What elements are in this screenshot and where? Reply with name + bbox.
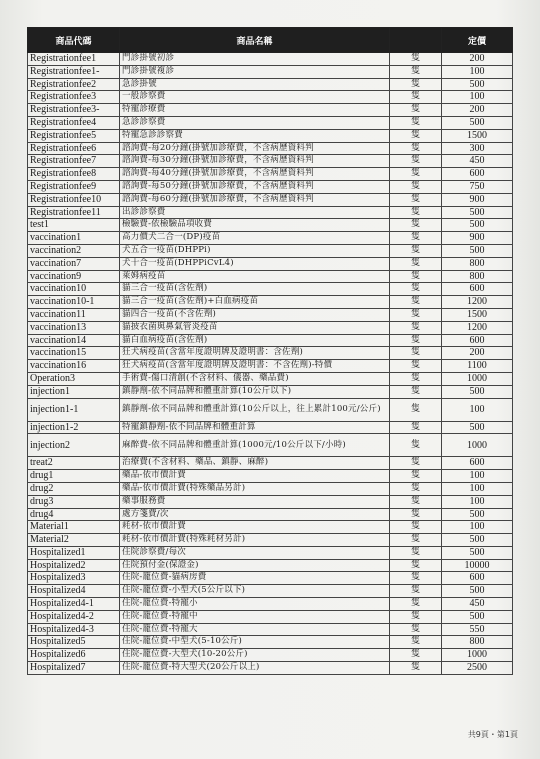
cell-code: injection1-2 [28,421,120,434]
cell-unit: 隻 [390,142,442,155]
cell-code: vaccination7 [28,257,120,270]
cell-code: Registrationfee1 [28,53,120,66]
cell-unit: 隻 [390,457,442,470]
cell-name: 治療費(不含材料、藥品、鎮靜、麻醉) [120,457,390,470]
cell-unit: 隻 [390,270,442,283]
cell-price: 500 [442,546,513,559]
cell-name: 諮詢費-每20分鐘(掛號加診療費，不含病歷資料判 [120,142,390,155]
cell-code: Hospitalized4-1 [28,598,120,611]
cell-unit: 隻 [390,559,442,572]
cell-code: Registrationfee4 [28,116,120,129]
cell-name: 犬五合一疫苗(DHPPi) [120,244,390,257]
cell-name: 一般診察費 [120,91,390,104]
cell-name: 貓披衣菌與鼻氣管炎疫苗 [120,321,390,334]
table-row [28,308,513,321]
cell-name: 住院預付金(保證金) [120,559,390,572]
cell-unit: 隻 [390,91,442,104]
cell-name: 檢驗費-依檢驗品項收費 [120,219,390,232]
cell-price: 500 [442,585,513,598]
price-table [27,27,513,675]
cell-code: Hospitalized6 [28,649,120,662]
cell-name: 貓三合一疫苗(含佐劑)+白血病疫苗 [120,296,390,309]
cell-unit: 隻 [390,308,442,321]
header-code: 商品代碼 [28,28,120,53]
cell-name: 貓白血病疫苗(含佐劑) [120,334,390,347]
table-row [28,482,513,495]
cell-name: 藥品-依市價計費 [120,470,390,483]
cell-unit: 隻 [390,129,442,142]
cell-name: 住院-籠位費-小型犬(5公斤以下) [120,585,390,598]
cell-price: 550 [442,623,513,636]
table-row [28,155,513,168]
cell-code: Operation3 [28,372,120,385]
page-footer: 共9頁・第1頁 [467,730,518,739]
cell-code: Registrationfee9 [28,180,120,193]
cell-code: Hospitalized4-2 [28,610,120,623]
cell-code: drug3 [28,495,120,508]
cell-name: 耗材-依市價計費 [120,521,390,534]
cell-price: 1500 [442,308,513,321]
cell-unit: 隻 [390,585,442,598]
cell-unit: 隻 [390,470,442,483]
cell-price: 800 [442,636,513,649]
cell-name: 狂犬病疫苗(含當年度證明牌及證明書：含佐劑) [120,347,390,360]
cell-name: 藥品-依市價計費(特殊藥品另計) [120,482,390,495]
table-row [28,598,513,611]
cell-price: 600 [442,168,513,181]
cell-price: 1200 [442,321,513,334]
cell-code: Hospitalized1 [28,546,120,559]
cell-price: 100 [442,470,513,483]
table-row [28,142,513,155]
cell-name: 手術費-傷口清創(不含材料、儀器、藥品費) [120,372,390,385]
cell-name: 貓三合一疫苗(含佐劑) [120,283,390,296]
cell-price: 100 [442,398,513,421]
table-row [28,559,513,572]
cell-price: 500 [442,385,513,398]
cell-price: 100 [442,65,513,78]
cell-name: 諮詢費-每60分鐘(掛號加診療費，不含病歷資料判 [120,193,390,206]
cell-name: 萊姆病疫苗 [120,270,390,283]
cell-price: 450 [442,155,513,168]
table-row [28,104,513,117]
cell-name: 住院-籠位費-大型犬(10-20公斤) [120,649,390,662]
cell-unit: 隻 [390,508,442,521]
cell-unit: 隻 [390,546,442,559]
cell-price: 750 [442,180,513,193]
table-row [28,662,513,675]
cell-unit: 隻 [390,65,442,78]
cell-code: Material1 [28,521,120,534]
cell-code: Registrationfee11 [28,206,120,219]
cell-code: test1 [28,219,120,232]
cell-code: drug2 [28,482,120,495]
cell-price: 100 [442,521,513,534]
table-row [28,65,513,78]
table-row [28,129,513,142]
cell-price: 500 [442,421,513,434]
cell-price: 500 [442,534,513,547]
table-row [28,534,513,547]
cell-price: 500 [442,610,513,623]
cell-code: vaccination13 [28,321,120,334]
table-row [28,649,513,662]
cell-name: 耗材-依市價計費(特殊耗材另計) [120,534,390,547]
cell-unit: 隻 [390,219,442,232]
cell-name: 門診掛號複診 [120,65,390,78]
cell-name: 特寵診療費 [120,104,390,117]
cell-name: 狂犬病疫苗(含當年度證明牌及證明書：不含佐劑)-特價 [120,360,390,373]
cell-unit: 隻 [390,78,442,91]
table-row [28,372,513,385]
cell-unit: 隻 [390,206,442,219]
cell-price: 200 [442,53,513,66]
table-row [28,78,513,91]
cell-code: drug1 [28,470,120,483]
cell-price: 200 [442,104,513,117]
cell-name: 麻醉費-依不同品牌和體重計算(1000元/10公斤以下/小時) [120,434,390,457]
table-row [28,244,513,257]
cell-name: 住院-籠位費-特寵小 [120,598,390,611]
cell-price: 600 [442,283,513,296]
table-row [28,572,513,585]
table-row [28,180,513,193]
table-row [28,321,513,334]
cell-unit: 隻 [390,610,442,623]
cell-code: treat2 [28,457,120,470]
cell-code: Registrationfee10 [28,193,120,206]
table-row [28,296,513,309]
table-row [28,283,513,296]
cell-code: Registrationfee2 [28,78,120,91]
cell-code: Registrationfee3- [28,104,120,117]
cell-code: injection1 [28,385,120,398]
table-row [28,206,513,219]
cell-code: Registrationfee5 [28,129,120,142]
table-row [28,193,513,206]
table-row [28,495,513,508]
cell-unit: 隻 [390,482,442,495]
cell-unit: 隻 [390,283,442,296]
cell-name: 住院-籠位費-特大型犬(20公斤以上) [120,662,390,675]
cell-unit: 隻 [390,398,442,421]
table-row [28,398,513,421]
table-row [28,116,513,129]
cell-price: 500 [442,206,513,219]
cell-name: 處方箋費/次 [120,508,390,521]
cell-code: drug4 [28,508,120,521]
cell-price: 600 [442,457,513,470]
cell-code: Registrationfee3 [28,91,120,104]
cell-price: 300 [442,142,513,155]
cell-code: vaccination16 [28,360,120,373]
cell-unit: 隻 [390,180,442,193]
cell-name: 住院-籠位費-特寵中 [120,610,390,623]
cell-unit: 隻 [390,232,442,245]
table-row [28,546,513,559]
cell-price: 100 [442,482,513,495]
cell-price: 100 [442,91,513,104]
cell-code: Hospitalized4-3 [28,623,120,636]
table-row [28,457,513,470]
cell-price: 100 [442,495,513,508]
cell-unit: 隻 [390,662,442,675]
cell-name: 住院-籠位費-中型犬(5-10公斤) [120,636,390,649]
table-row [28,219,513,232]
table-row [28,232,513,245]
cell-price: 900 [442,193,513,206]
cell-unit: 隻 [390,116,442,129]
cell-price: 450 [442,598,513,611]
cell-name: 鎮靜劑-依不同品牌和體重計算(10公斤以下) [120,385,390,398]
cell-unit: 隻 [390,360,442,373]
table-header-row [28,28,513,53]
cell-unit: 隻 [390,104,442,117]
cell-code: vaccination2 [28,244,120,257]
cell-unit: 隻 [390,534,442,547]
cell-price: 200 [442,347,513,360]
cell-price: 10000 [442,559,513,572]
cell-code: vaccination10 [28,283,120,296]
cell-code: vaccination9 [28,270,120,283]
cell-price: 500 [442,219,513,232]
cell-code: Hospitalized7 [28,662,120,675]
table-row [28,270,513,283]
table-row [28,360,513,373]
table-row [28,434,513,457]
table-row [28,508,513,521]
cell-name: 出診診察費 [120,206,390,219]
table-row [28,470,513,483]
cell-name: 鎮靜劑-依不同品牌和體重計算(10公斤以上，往上累計100元/公斤) [120,398,390,421]
cell-code: vaccination15 [28,347,120,360]
cell-name: 高力價犬二合一(DP)疫苗 [120,232,390,245]
cell-code: Registrationfee8 [28,168,120,181]
cell-code: Hospitalized2 [28,559,120,572]
cell-price: 1100 [442,360,513,373]
cell-unit: 隻 [390,434,442,457]
table-row [28,347,513,360]
cell-name: 諮詢費-每30分鐘(掛號加診療費，不含病歷資料判 [120,155,390,168]
cell-unit: 隻 [390,321,442,334]
cell-price: 1000 [442,372,513,385]
table-row [28,521,513,534]
header-unit [390,28,442,53]
cell-unit: 隻 [390,334,442,347]
cell-name: 住院診察費/每次 [120,546,390,559]
cell-price: 2500 [442,662,513,675]
cell-unit: 隻 [390,257,442,270]
cell-unit: 隻 [390,421,442,434]
cell-unit: 隻 [390,155,442,168]
cell-price: 500 [442,508,513,521]
header-name: 商品名稱 [120,28,390,53]
table-row [28,53,513,66]
table-row [28,636,513,649]
cell-name: 諮詢費-每40分鐘(掛號加診療費，不含病歷資料判 [120,168,390,181]
cell-code: Hospitalized3 [28,572,120,585]
cell-unit: 隻 [390,521,442,534]
table-row [28,91,513,104]
cell-unit: 隻 [390,385,442,398]
cell-price: 500 [442,78,513,91]
table-row [28,257,513,270]
cell-price: 900 [442,232,513,245]
cell-unit: 隻 [390,168,442,181]
cell-price: 600 [442,334,513,347]
table-row [28,623,513,636]
table-row [28,610,513,623]
cell-code: vaccination14 [28,334,120,347]
table-row [28,585,513,598]
cell-unit: 隻 [390,296,442,309]
table-row [28,385,513,398]
cell-unit: 隻 [390,623,442,636]
cell-code: Material2 [28,534,120,547]
cell-unit: 隻 [390,572,442,585]
cell-code: Registrationfee6 [28,142,120,155]
cell-price: 600 [442,572,513,585]
cell-name: 急診診察費 [120,116,390,129]
cell-unit: 隻 [390,347,442,360]
cell-unit: 隻 [390,649,442,662]
cell-code: vaccination10-1 [28,296,120,309]
cell-price: 1000 [442,434,513,457]
cell-code: injection1-1 [28,398,120,421]
cell-unit: 隻 [390,636,442,649]
cell-price: 1200 [442,296,513,309]
cell-code: vaccination11 [28,308,120,321]
cell-price: 1500 [442,129,513,142]
cell-unit: 隻 [390,244,442,257]
cell-code: Registrationfee7 [28,155,120,168]
table-row [28,421,513,434]
cell-price: 800 [442,270,513,283]
table-body [28,53,513,675]
table-row [28,168,513,181]
cell-name: 貓四合一疫苗(不含佐劑) [120,308,390,321]
cell-name: 急診掛號 [120,78,390,91]
cell-code: Registrationfee1- [28,65,120,78]
cell-unit: 隻 [390,372,442,385]
cell-unit: 隻 [390,598,442,611]
cell-name: 藥事服務費 [120,495,390,508]
cell-unit: 隻 [390,53,442,66]
cell-code: Hospitalized4 [28,585,120,598]
cell-price: 800 [442,257,513,270]
cell-code: Hospitalized5 [28,636,120,649]
cell-name: 門診掛號初診 [120,53,390,66]
cell-name: 犬十合一疫苗(DHPPiCvL4) [120,257,390,270]
cell-price: 500 [442,116,513,129]
cell-name: 住院-籠位費-特寵大 [120,623,390,636]
cell-unit: 隻 [390,193,442,206]
cell-name: 特寵鎮靜劑-依不同品牌和體重計算 [120,421,390,434]
header-price: 定價 [442,28,513,53]
cell-name: 諮詢費-每50分鐘(掛號加診療費，不含病歷資料判 [120,180,390,193]
cell-name: 住院-籠位費-貓病房費 [120,572,390,585]
cell-unit: 隻 [390,495,442,508]
table-row [28,334,513,347]
cell-code: vaccination1 [28,232,120,245]
cell-price: 500 [442,244,513,257]
cell-name: 特寵急診診察費 [120,129,390,142]
cell-price: 1000 [442,649,513,662]
cell-code: injection2 [28,434,120,457]
